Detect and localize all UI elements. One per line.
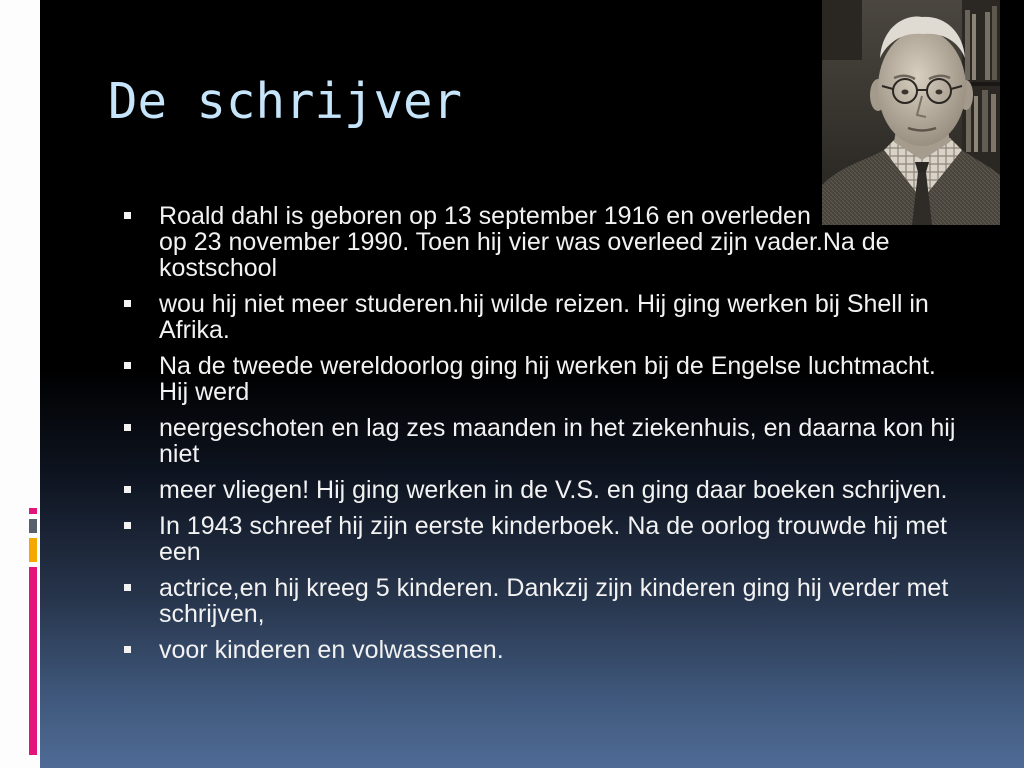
bullet-text-line: schrijven, [159,600,265,628]
bullet-text-line: actrice,en hij kreeg 5 kinderen. Dankzij zijn kinderen ging hij verder met [159,574,949,602]
square-bullet-icon [124,486,131,493]
list-item [159,477,955,503]
slide-title: De schrijver [108,73,463,130]
list-item [159,203,955,281]
bullet-text-line: wou hij niet meer studeren.hij wilde reizen. Hij ging werken bij Shell in [159,290,929,318]
list-item [159,353,955,405]
square-bullet-icon [124,424,131,431]
bullet-text-line: meer vliegen! Hij ging werken in de V.S. en ging daar boeken schrijven. [159,476,948,504]
list-item [159,637,955,663]
author-portrait [822,0,1000,225]
bullet-text-line: Na de tweede wereldoorlog ging hij werken bij de Engelse luchtmacht. [159,352,936,380]
square-bullet-icon [124,522,131,529]
bullet-text-line: niet [159,440,200,468]
bullet-list [159,203,955,673]
list-item [159,415,955,467]
bullet-text-line: voor kinderen en volwassenen. [159,636,504,664]
list-item [159,291,955,343]
bullet-text-line: een [159,538,201,566]
list-item [159,513,955,565]
bullet-text-line: Hij werd [159,378,250,406]
square-bullet-icon [124,300,131,307]
square-bullet-icon [124,212,131,219]
bullet-text-line: In 1943 schreef hij zijn eerste kinderboek. Na de oorlog trouwde hij met [159,512,947,540]
accent-bar-gray [29,519,37,533]
square-bullet-icon [124,584,131,591]
bullet-text-line: kostschool [159,254,278,282]
square-bullet-icon [124,646,131,653]
accent-bar-pink-long [29,567,37,755]
bullet-text-line: neergeschoten en lag zes maanden in het ziekenhuis, en daarna kon hij [159,414,956,442]
square-bullet-icon [124,362,131,369]
accent-bar-pink-small [29,508,37,514]
list-item [159,575,955,627]
accent-bar-yellow [29,538,37,562]
bullet-text-line: op 23 november 1990. Toen hij vier was overleed zijn vader.Na de [159,228,890,256]
bullet-text-line: Afrika. [159,316,230,344]
bullet-text-line: Roald dahl is geboren op 13 september 1916 en overleden [159,202,811,230]
